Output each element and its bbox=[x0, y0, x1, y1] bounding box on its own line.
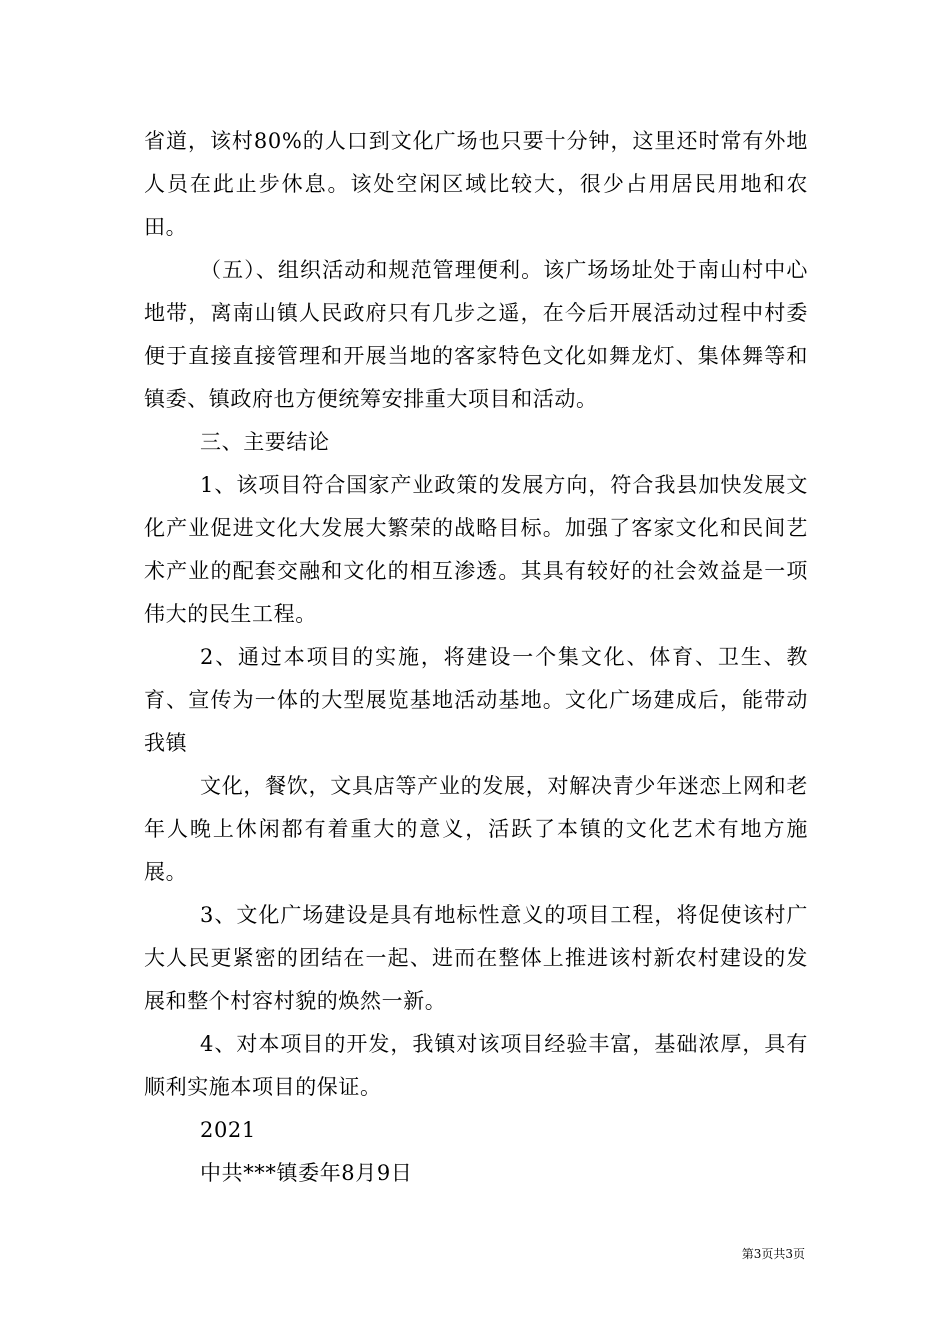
section-heading-conclusions: 三、主要结论 bbox=[200, 430, 330, 454]
signature-line: 中共***镇委年8月9日 bbox=[200, 1161, 413, 1185]
paragraph-item-five-convenience: （五）、组织活动和规范管理便利。该广场场址处于南山村中心地带，离南山镇人民政府只有几步之遥，在今后开展活动过程中村委便于直接直接管理和开展当地的客家特色文化如舞龙灯、集体舞等和镇委、镇政府也方便统筹安排重大项目和活动。 bbox=[144, 258, 808, 411]
paragraph-conclusion-3: 3、文化广场建设是具有地标性意义的项目工程，将促使该村广大人民更紧密的团结在一起、进而在整体上推进该村新农村建设的发展和整个村容村貌的焕然一新。 bbox=[144, 903, 808, 1013]
paragraph-conclusion-1: 1、该项目符合国家产业政策的发展方向，符合我县加快发展文化产业促进文化大发展大繁荣的战略目标。加强了客家文化和民间艺术产业的配套交融和文化的相互渗透。其具有较好的社会效益是一项伟大的民生工程。 bbox=[144, 473, 808, 626]
document-body bbox=[144, 120, 808, 1195]
paragraph-continuation: 省道，该村80%的人口到文化广场也只要十分钟，这里还时常有外地人员在此止步休息。该处空闲区域比较大，很少占用居民用地和农田。 bbox=[144, 129, 808, 239]
paragraph-conclusion-2: 2、通过本项目的实施，将建设一个集文化、体育、卫生、教育、宣传为一体的大型展览基地活动基地。文化广场建成后，能带动我镇 bbox=[144, 645, 808, 755]
paragraph-conclusion-2-continued: 文化，餐饮，文具店等产业的发展，对解决青少年迷恋上网和老年人晚上休闲都有着重大的意义，活跃了本镇的文化艺术有地方施展。 bbox=[144, 774, 808, 884]
page-number-footer: 第3页共3页 bbox=[741, 1247, 805, 1261]
paragraph-conclusion-4: 4、对本项目的开发，我镇对该项目经验丰富，基础浓厚，具有顺利实施本项目的保证。 bbox=[144, 1032, 808, 1099]
signature-year: 2021 bbox=[200, 1118, 256, 1142]
